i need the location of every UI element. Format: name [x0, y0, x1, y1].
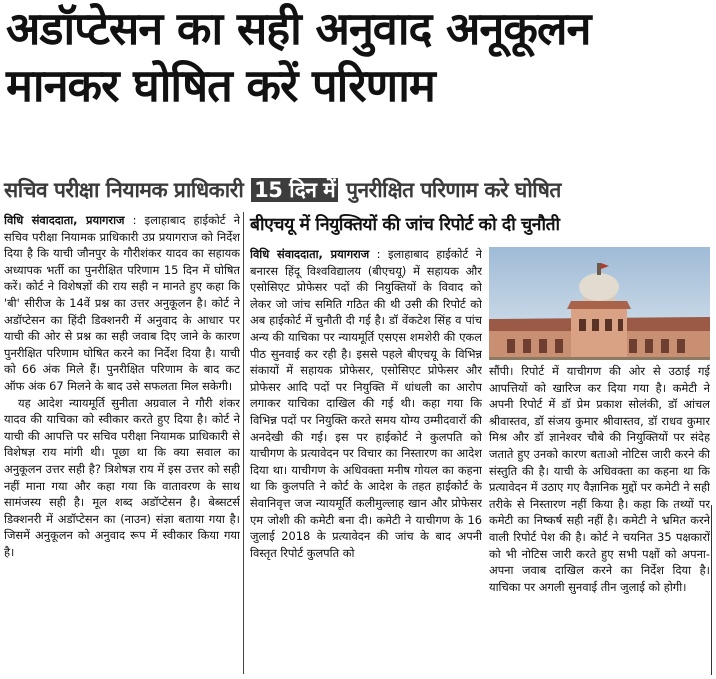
- story-2-body-mid-text: हाईकोर्ट ने बनारस हिंदू विश्वविद्यालय (बीएचयू) में सहायक और एसोसिएट प्रोफेसर पदों की नियुक्तियों के विवाद को लेकर जो जांच समिति गठित की थी उसी की रिपोर्ट को अब हाईकोर्ट में चुनौती दी गई है। डॉ वेंकटेश सिंह व पांच अन्य की याचिका पर न्यायमूर्ति एसएस शमशेरी की एकल पीठ सुनवाई कर रही है। इससे पहले बीएचयू के विभिन्न संकायों में सहायक प्रोफेसर, एसोसिएट प्रोफेसर और प्रोफेसर आदि पदों पर नियुक्ति में धांधली का आरोप लगाकर याचिका दाखिल की गई थी। कहा गया कि विभिन्न पदों पर नियुक्ति करते समय योग्य उम्मीदवारों की अनदेखी की गई। इस पर हाईकोर्ट ने कुलपति को याचीगण के प्रत्यावेदन पर विचार का निस्तारण का आदेश दिया था। याचीगण के अधिवक्ता मनीष गोयल का कहना था कि कुलपति ने कोर्ट के आदेश के तहत हाईकोर्ट के सेवानिवृत्त जज न्यायमूर्ति कलीमुल्लाह खान और प्रोफेसर एम जोशी की कमेटी बना दी। कमेटी ने याचीगण के 16 जुलाई 2018 के प्रत्यावेदन की जांच के बाद अपनी विस्तृत रिपोर्ट कुलपति को: [250, 247, 482, 560]
- subhead-text-before: सचिव परीक्षा नियामक प्राधिकारी: [4, 178, 244, 202]
- right-edge-rule: [711, 505, 712, 675]
- story-2-byline: विधि संवाददाता, प्रयागराज: [250, 247, 370, 261]
- story-2-body-column-1: [250, 246, 482, 679]
- story-2-body-column-2: [489, 363, 710, 679]
- story-2-title: बीएचयू में नियुक्तियों की जांच रिपोर्ट को दी चुनौती: [250, 215, 560, 235]
- story-2-dateline: : इलाहाबाद: [376, 247, 429, 261]
- headline: [6, 0, 710, 114]
- story-1-body: [4, 212, 240, 679]
- subhead-text-after: पुनरीक्षित परिणाम करे घोषित: [346, 178, 561, 202]
- story-2-paragraph: [250, 246, 482, 561]
- story-1-paragraph-2: यह आदेश न्यायमूर्ति सुनीता अग्रवाल ने गौरी शंकर यादव की याचिका को स्वीकार करते हुए दिया है। कोर्ट ने याची की आपत्ति पर सचिव परीक्षा नियामक प्राधिकारी से विशेषज्ञ राय मांगी थी। पूछा था कि क्या सवाल का अनुकूलन उत्तर सही है? त्रिशेषज्ञ राय में इस उत्तर को सही नहीं माना गया और कहा गया कि वातावरण के साथ सामंजस्य सही है। मूल शब्द अडॉप्टेसन है। बेब्सटर्स डिक्शनरी में अडॉप्टेसन का (नाउन) संज्ञा बताया गया है। जिसमें अनुकूलन को अनुवाद रूप में स्वीकार किया गया है।: [4, 395, 240, 559]
- story-1-dateline: : इलाहाबाद हाईकोर्ट: [132, 213, 226, 227]
- column-divider: [243, 212, 244, 674]
- headline-line-2: मानकर घोषित करें परिणाम: [6, 59, 435, 112]
- subhead-highlight: 15 दिन में: [251, 178, 338, 202]
- story-1-para-1-text: ने सचिव परीक्षा नियामक प्राधिकारी उप्र प्रयागराज को निर्देश दिया है कि याची जौनपुर के गौरीशंकर यादव का सहायक अध्यापक भर्ती का पुनरीक्षित परिणाम 15 दिन में घोषित करें। कोर्ट ने विशेषज्ञों की राय सही न मानते हुए कहा कि 'बी' सीरीज के 14वें प्रश्न का उत्तर अनुकूलन है। कोर्ट ने अडॉप्टेसन का हिंदी डिक्शनरी में अनुवाद के आधार पर याची की ओर से प्रश्न का सही जवाब दिए जाने के कारण पुनरीक्षित परिणाम घोषित करने का निर्देश दिया है। याची को 66 अंक मिले हैं। पुनरीक्षित परिणाम के बाद कट ऑफ अंक 67 मिलने के बाद उसे सफलता मिल सकेगी।: [4, 213, 240, 393]
- story-2-body-right-text: सौंपी। रिपोर्ट में याचीगण की ओर से उठाई गई आपत्तियों को खारिज कर दिया गया है। कमेटी ने अपनी रिपोर्ट में डॉ प्रेम प्रकाश सोलंकी, डॉ आंचल श्रीवास्तव, डॉ संजय कुमार श्रीवास्तव, डॉ राधव कुमार मिश्र और डॉ ज्ञानेश्वर चौबे की नियुक्तियों पर संदेह जताते हुए उनको कारण बताओ नोटिस जारी करने की संस्तुति की है। याची के अधिवक्ता का कहना था कि प्रत्यावेदन में उठाए गए वैज्ञानिक मुद्दों पर कमेटी ने सही तरीके से निस्तारण नहीं किया है। कहा कि तथ्यों पर कमेटी का निष्कर्ष सही नहीं है। कमेटी ने भ्रमित करने वाली रिपोर्ट पेश की है। कोर्ट ने चयनित 35 पक्षकारों को भी नोटिस जारी करते हुए सभी पक्षों को अपना-अपना जवाब दाखिल करने का निर्देश दिया है। याचिका पर अगली सुनवाई तीन जुलाई को होगी।: [489, 364, 710, 594]
- building-illustration: [489, 247, 710, 360]
- story-1-paragraph-1: [4, 212, 240, 395]
- subheadline: [4, 176, 712, 204]
- story-1-byline: विधि संवाददाता, प्रयागराज: [4, 213, 125, 227]
- high-court-building-photo: [489, 247, 710, 360]
- headline-line-1: अडॉप्टेसन का सही अनुवाद अनूकूलन: [6, 2, 591, 55]
